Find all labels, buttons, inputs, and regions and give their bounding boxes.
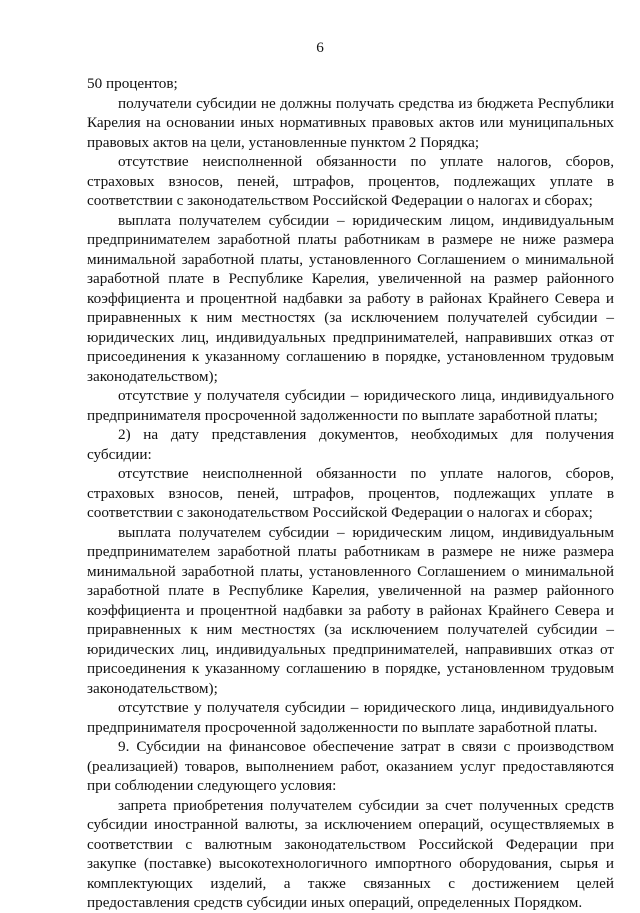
paragraph: 9. Субсидии на финансовое обеспечение затрат в связи с производством (реализацией) товаров, выполнением работ, оказанием услуг предоставляются при соблюдении следующего условия: <box>87 738 614 794</box>
paragraph: отсутствие неисполненной обязанности по уплате налогов, сборов, страховых взносов, пеней, штрафов, процентов, подлежащих уплате в соответствии с законодательством Российской Федерации о налогах и сборах; <box>87 465 614 521</box>
paragraph: отсутствие у получателя субсидии – юридического лица, индивидуального предпринимателя просроченной задолженности по выплате заработной платы. <box>87 699 614 736</box>
paragraph: запрета приобретения получателем субсидии за счет полученных средств субсидии иностранной валюты, за исключением операций, осуществляемых в соответствии с валютным законодательством Российской Федерации при закупке (поставке) высокотехнологичного импортного оборудования, сырья и комплектующих изделий, а также связанных с достижением целей предоставления средств субсидии иных операций, определенных Порядком. <box>87 796 614 911</box>
paragraph: отсутствие неисполненной обязанности по уплате налогов, сборов, страховых взносов, пеней, штрафов, процентов, подлежащих уплате в соответствии с законодательством Российской Федерации о налогах и сборах; <box>87 153 614 209</box>
paragraph: 2) на дату представления документов, необходимых для получения субсидии: <box>87 426 614 463</box>
paragraph: выплата получателем субсидии – юридическим лицом, индивидуальным предпринимателем заработной платы работникам в размере не ниже размера минимальной заработной платы, установленного Соглашением о минимальной заработной плате в Республике Карелия, увеличенной на размер районного коэффициента и процентной надбавки за работу в районах Крайнего Севера и приравненных к ним местностях (за исключением получателей субсидии – юридических лиц, индивидуальных предпринимателей, направивших отказ от присоединения к указанному соглашению в порядке, установленном трудовым законодательством); <box>87 211 614 385</box>
page-number: 6 <box>316 39 324 56</box>
paragraph: 50 процентов; <box>87 75 178 92</box>
paragraph: получатели субсидии не должны получать средства из бюджета Республики Карелия на основании иных нормативных правовых актов или муниципальных правовых актов на цели, установленные пунктом 2 Порядка; <box>87 94 614 151</box>
paragraph: выплата получателем субсидии – юридическим лицом, индивидуальным предпринимателем заработной платы работникам в размере не ниже размера минимальной заработной платы, установленного Соглашением о минимальной заработной плате в Республике Карелия, увеличенной на размер районного коэффициента и процентной надбавки за работу в районах Крайнего Севера и приравненных к ним местностях (за исключением получателей субсидии – юридических лиц, индивидуальных предпринимателей, направивших отказ от присоединения к указанному соглашению в порядке, установленном трудовым законодательством); <box>87 523 614 697</box>
document-body <box>87 74 614 913</box>
paragraph: отсутствие у получателя субсидии – юридического лица, индивидуального предпринимателя просроченной задолженности по выплате заработной платы; <box>87 387 614 424</box>
